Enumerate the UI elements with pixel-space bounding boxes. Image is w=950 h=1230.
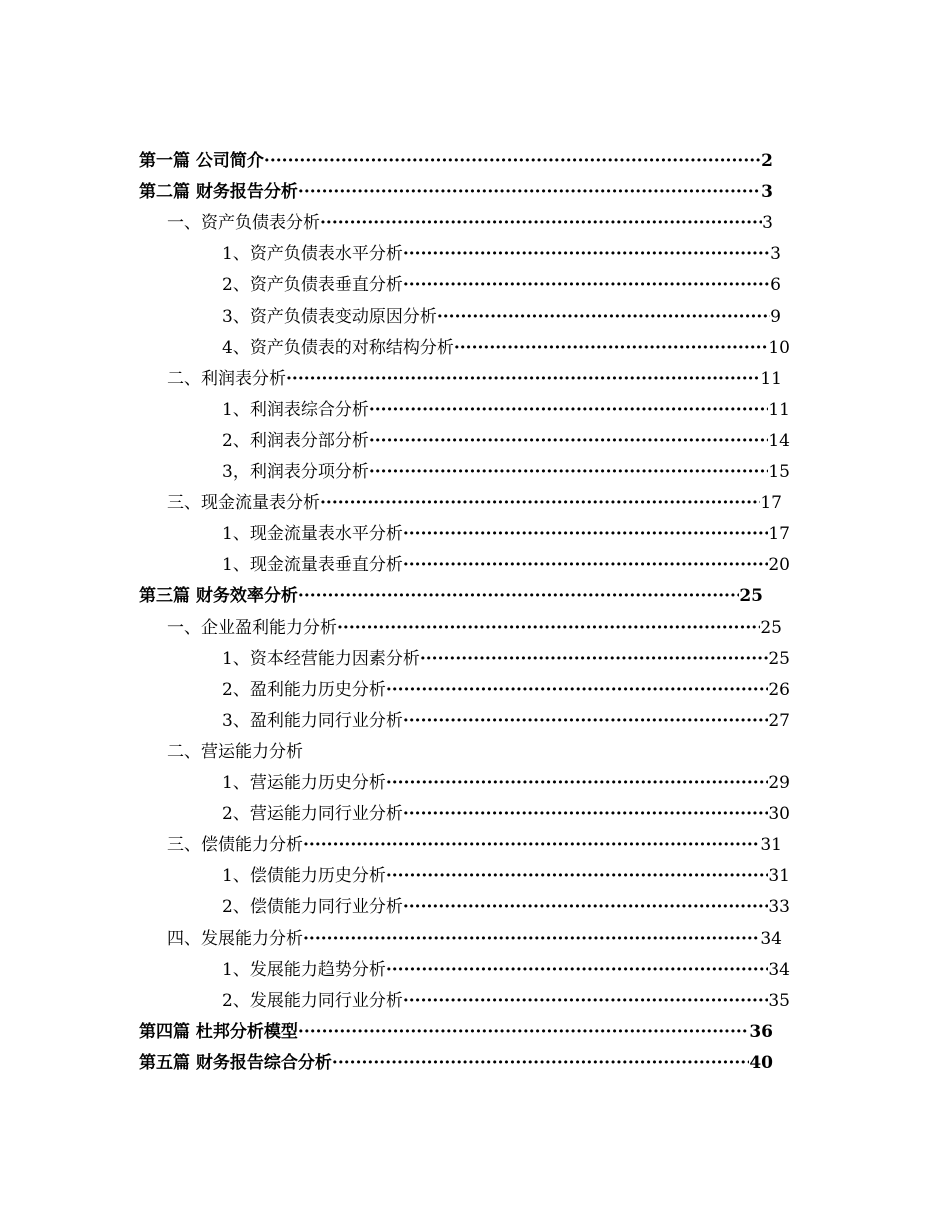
toc-page-number: 31	[768, 866, 790, 887]
toc-entry[interactable]	[167, 832, 782, 858]
toc-dot-leader	[386, 957, 769, 983]
toc-entry[interactable]	[222, 397, 790, 423]
toc-entry-label: 四、发展能力分析	[167, 928, 303, 949]
toc-page-number: 3	[770, 244, 781, 265]
toc-page-number: 9	[770, 306, 781, 327]
toc-entry[interactable]	[222, 428, 790, 454]
toc-entry-label: 2、资产负债表垂直分析	[222, 275, 403, 296]
toc-entry[interactable]	[167, 739, 303, 765]
toc-entry-label: 2、偿债能力同行业分析	[222, 897, 403, 918]
toc-dot-leader	[403, 241, 770, 267]
toc-dot-leader	[369, 428, 769, 454]
toc-entry-label: 3、资产负债表变动原因分析	[222, 306, 437, 327]
toc-entry-label: 4、资产负债表的对称结构分析	[222, 337, 454, 358]
toc-entry[interactable]	[222, 988, 790, 1014]
toc-dot-leader	[286, 366, 760, 392]
toc-entry[interactable]	[222, 770, 790, 796]
toc-page-number: 40	[749, 1052, 773, 1073]
toc-dot-leader	[320, 490, 760, 516]
toc-entry[interactable]	[139, 1019, 773, 1045]
toc-entry[interactable]	[222, 957, 790, 983]
toc-dot-leader	[454, 335, 769, 361]
toc-entry[interactable]	[139, 148, 773, 174]
toc-dot-leader	[303, 832, 760, 858]
toc-entry[interactable]	[222, 863, 790, 889]
toc-dot-leader	[403, 894, 769, 920]
toc-entry-label: 1、偿债能力历史分析	[222, 866, 386, 887]
toc-page-number: 17	[760, 493, 782, 514]
toc-entry-label: 2、营运能力同行业分析	[222, 804, 403, 825]
toc-page-number: 14	[768, 430, 790, 451]
toc-page-number: 27	[768, 710, 790, 731]
toc-entry-label: 1、利润表综合分析	[222, 399, 369, 420]
toc-entry-label: 一、企业盈利能力分析	[167, 617, 337, 638]
toc-entry-label: 1、资产负债表水平分析	[222, 244, 403, 265]
toc-page-number: 33	[768, 897, 790, 918]
toc-page-number: 26	[768, 679, 790, 700]
toc-entry[interactable]	[222, 646, 790, 672]
toc-dot-leader	[386, 770, 769, 796]
toc-entry-label: 2、盈利能力历史分析	[222, 679, 386, 700]
toc-dot-leader	[369, 397, 769, 423]
toc-entry[interactable]	[222, 459, 790, 485]
toc-page-number: 2	[761, 151, 773, 171]
toc-entry[interactable]	[222, 241, 781, 267]
toc-dot-leader	[403, 708, 769, 734]
toc-page-number: 25	[768, 648, 790, 669]
toc-entry[interactable]	[222, 552, 790, 578]
toc-dot-leader	[420, 646, 769, 672]
toc-dot-leader	[298, 179, 761, 205]
toc-entry[interactable]	[167, 926, 782, 952]
toc-page-number: 31	[760, 835, 782, 856]
toc-page-number: 3	[761, 182, 773, 203]
toc-entry-label: 第五篇 财务报告综合分析	[139, 1052, 332, 1073]
toc-entry[interactable]	[139, 583, 763, 609]
toc-entry-label: 二、利润表分析	[167, 368, 286, 389]
toc-page-number: 3	[762, 213, 773, 234]
toc-page-number: 25	[739, 586, 763, 607]
toc-entry-label: 1、发展能力趋势分析	[222, 959, 386, 980]
toc-entry-label: 第三篇 财务效率分析	[139, 586, 298, 607]
toc-dot-leader	[386, 677, 769, 703]
toc-entry[interactable]	[167, 366, 782, 392]
toc-entry[interactable]	[222, 708, 790, 734]
toc-entry-label: 2、利润表分部分析	[222, 430, 369, 451]
toc-entry-label: 三、偿债能力分析	[167, 835, 303, 856]
toc-page-number: 29	[768, 773, 790, 793]
toc-entry[interactable]	[139, 1050, 773, 1076]
toc-entry-label: 2、发展能力同行业分析	[222, 990, 403, 1011]
toc-dot-leader	[303, 926, 760, 952]
toc-dot-leader	[337, 615, 760, 641]
toc-dot-leader	[403, 552, 769, 578]
toc-page-number: 25	[760, 617, 782, 638]
toc-entry[interactable]	[222, 304, 781, 330]
toc-entry-label: 一、资产负债表分析	[167, 213, 320, 234]
toc-dot-leader	[437, 304, 770, 330]
toc-page-number: 34	[768, 959, 790, 980]
toc-page-number: 36	[749, 1021, 773, 1042]
toc-entry[interactable]	[222, 894, 790, 920]
toc-entry-label: 1、现金流量表水平分析	[222, 524, 403, 545]
toc-entry-label: 三、现金流量表分析	[167, 493, 320, 514]
toc-page-number: 20	[768, 555, 790, 576]
toc-dot-leader	[403, 988, 769, 1014]
toc-entry-label: 二、营运能力分析	[167, 741, 303, 762]
toc-dot-leader	[369, 459, 769, 485]
toc-dot-leader	[403, 521, 769, 547]
toc-entry-label: 第二篇 财务报告分析	[139, 182, 298, 203]
toc-entry[interactable]	[222, 521, 790, 547]
toc-page-number: 30	[768, 804, 790, 825]
toc-page-number: 11	[768, 399, 790, 420]
toc-entry[interactable]	[167, 490, 782, 516]
toc-page-number: 15	[768, 462, 790, 482]
toc-entry-label: 第四篇 杜邦分析模型	[139, 1021, 298, 1042]
toc-entry-label: 1、营运能力历史分析	[222, 773, 386, 793]
toc-dot-leader	[403, 801, 769, 827]
toc-dot-leader	[298, 1019, 749, 1045]
toc-entry-label: 3、盈利能力同行业分析	[222, 710, 403, 731]
toc-entry[interactable]	[167, 615, 782, 641]
toc-entry-label: 第一篇 公司简介	[139, 151, 264, 171]
toc-dot-leader	[332, 1050, 749, 1076]
toc-entry-label: 1、现金流量表垂直分析	[222, 555, 403, 576]
toc-entry[interactable]	[222, 272, 781, 298]
toc-entry[interactable]	[167, 210, 773, 236]
toc-dot-leader	[298, 583, 739, 609]
toc-page-number: 11	[760, 368, 782, 389]
toc-entry[interactable]	[222, 677, 790, 703]
toc-entry-label: 3，利润表分项分析	[222, 462, 369, 482]
toc-page-number: 6	[770, 275, 781, 296]
toc-entry[interactable]	[139, 179, 773, 205]
toc-page-number: 17	[768, 524, 790, 545]
toc-page-number: 34	[760, 928, 782, 949]
toc-entry-label: 1、资本经营能力因素分析	[222, 648, 420, 669]
toc-dot-leader	[386, 863, 769, 889]
toc-dot-leader	[403, 272, 770, 298]
toc-entry[interactable]	[222, 801, 790, 827]
toc-page-number: 10	[768, 337, 790, 358]
toc-dot-leader	[320, 210, 762, 236]
toc-page-number: 35	[768, 990, 790, 1011]
toc-entry[interactable]	[222, 335, 790, 361]
toc-dot-leader	[264, 148, 761, 174]
